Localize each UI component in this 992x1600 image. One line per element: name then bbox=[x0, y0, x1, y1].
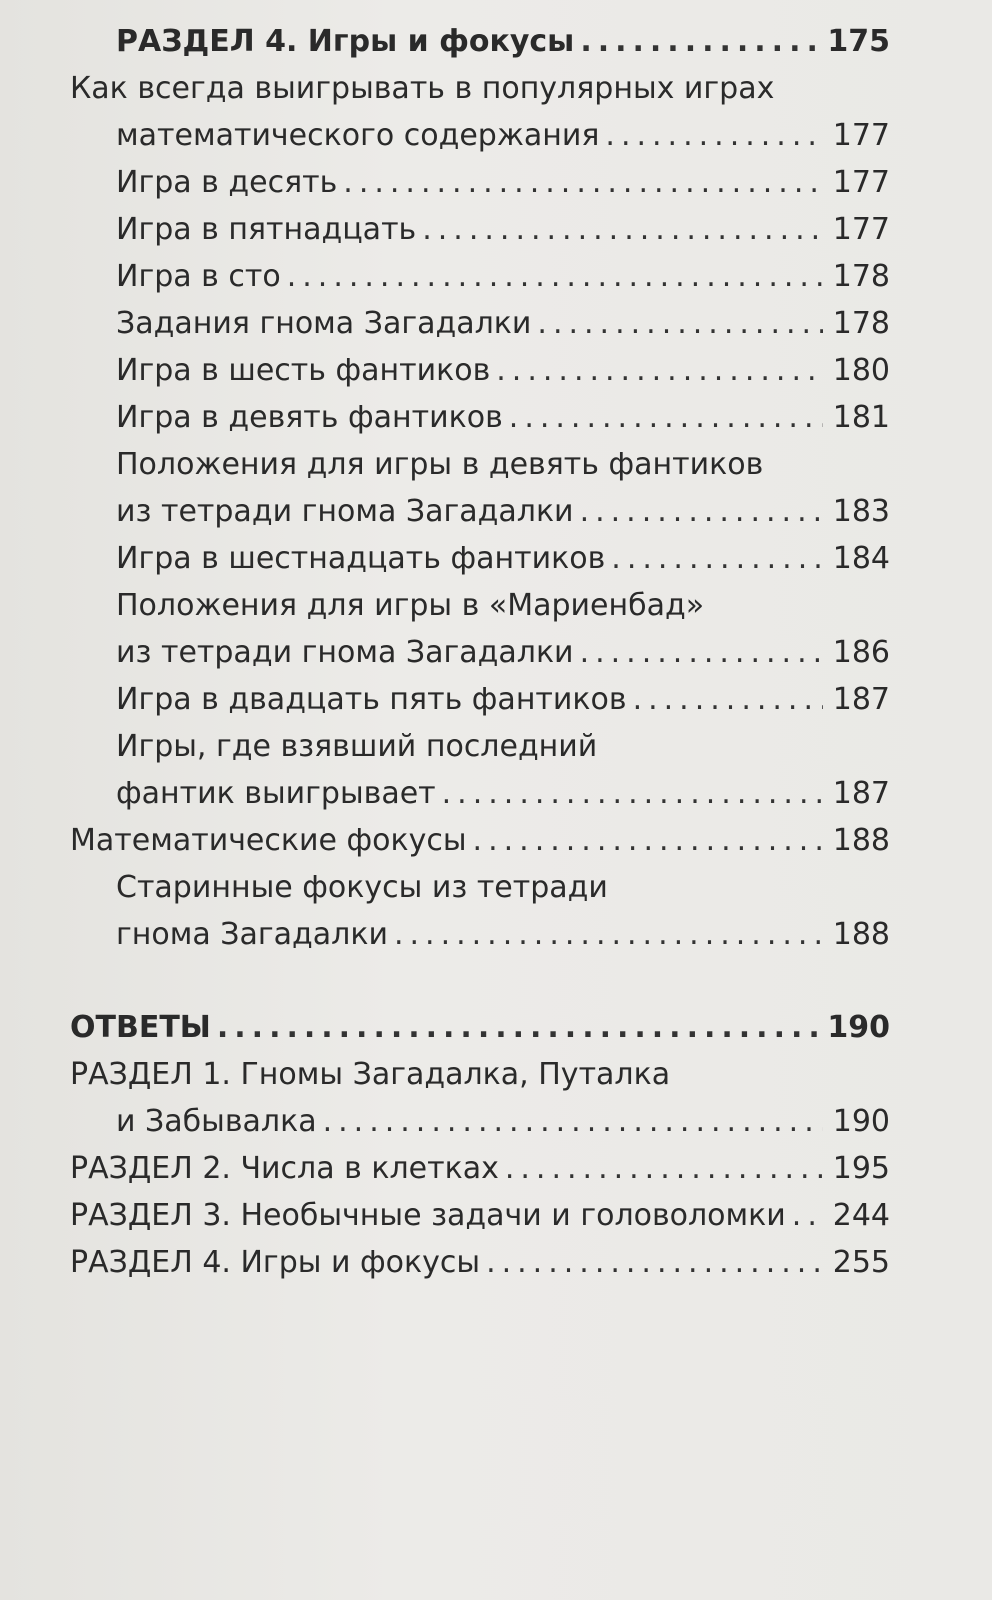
toc-entry-title: РАЗДЕЛ 4. Игры и фокусы bbox=[70, 1245, 481, 1280]
toc-entry bbox=[70, 394, 890, 441]
toc-entry-title: из тетради гнома Загадалки bbox=[116, 635, 574, 670]
toc-entry bbox=[70, 535, 890, 582]
dot-leader bbox=[611, 535, 822, 582]
dot-leader bbox=[323, 1098, 823, 1145]
dot-leader bbox=[394, 911, 823, 958]
toc-entry bbox=[70, 864, 890, 911]
dot-leader bbox=[580, 488, 823, 535]
toc-entry-page-number: 175 bbox=[827, 24, 890, 59]
toc-entry-title: Игра в десять bbox=[116, 165, 338, 200]
toc-entry bbox=[70, 300, 890, 347]
toc-entry-page-number: 188 bbox=[832, 823, 890, 858]
toc-entry bbox=[70, 911, 890, 958]
dot-leader bbox=[580, 18, 817, 65]
toc-entry bbox=[70, 65, 890, 112]
toc-entry-page-number: 183 bbox=[832, 494, 890, 529]
toc-entry bbox=[70, 347, 890, 394]
toc-entry-title: Как всегда выигрывать в популярных играх bbox=[70, 71, 775, 106]
toc-entry-title: фантик выигрывает bbox=[116, 776, 436, 811]
toc-entry-page-number: 178 bbox=[832, 306, 890, 341]
toc-entry bbox=[70, 488, 890, 535]
toc-entry-page-number: 190 bbox=[827, 1010, 890, 1045]
toc-entry-title: Старинные фокусы из тетради bbox=[116, 870, 608, 905]
toc-entry bbox=[70, 253, 890, 300]
toc-entry-title: РАЗДЕЛ 1. Гномы Загадалка, Путалка bbox=[70, 1057, 671, 1092]
toc-entry bbox=[70, 112, 890, 159]
toc-entry-page-number: 187 bbox=[832, 682, 890, 717]
toc-entry-page-number: 186 bbox=[832, 635, 890, 670]
dot-leader bbox=[633, 676, 823, 723]
toc-entry-title: из тетради гнома Загадалки bbox=[116, 494, 574, 529]
toc-entry-page-number: 184 bbox=[832, 541, 890, 576]
toc-entry bbox=[70, 441, 890, 488]
toc-entry-page-number: 195 bbox=[832, 1151, 890, 1186]
dot-leader bbox=[537, 300, 822, 347]
dot-leader bbox=[580, 629, 823, 676]
toc-entry bbox=[70, 1098, 890, 1145]
toc-entry bbox=[70, 582, 890, 629]
toc-entry bbox=[70, 206, 890, 253]
table-of-contents bbox=[70, 18, 890, 1286]
toc-entry-page-number: 188 bbox=[832, 917, 890, 952]
toc-entry-title: Игра в пятнадцать bbox=[116, 212, 417, 247]
dot-leader bbox=[496, 347, 822, 394]
toc-entry bbox=[70, 1004, 890, 1051]
toc-entry-title: Игра в двадцать пять фантиков bbox=[116, 682, 627, 717]
dot-leader bbox=[287, 253, 823, 300]
toc-entry-title: Положения для игры в девять фантиков bbox=[116, 447, 764, 482]
toc-entry-page-number: 177 bbox=[832, 212, 890, 247]
toc-entry-title: Математические фокусы bbox=[70, 823, 467, 858]
toc-entry-title: математического содержания bbox=[116, 118, 600, 153]
toc-entry-title: ОТВЕТЫ bbox=[70, 1010, 211, 1045]
toc-entry-page-number: 177 bbox=[832, 165, 890, 200]
toc-entry-title: и Забывалка bbox=[116, 1104, 317, 1139]
toc-entry-title: Игра в девять фантиков bbox=[116, 400, 503, 435]
dot-leader bbox=[343, 159, 822, 206]
dot-leader bbox=[217, 1004, 818, 1051]
toc-entry-title: Положения для игры в «Мариенбад» bbox=[116, 588, 705, 623]
toc-entry bbox=[70, 770, 890, 817]
dot-leader bbox=[442, 770, 823, 817]
toc-entry bbox=[70, 18, 890, 65]
toc-entry-title: Игра в сто bbox=[116, 259, 281, 294]
dot-leader bbox=[505, 1145, 823, 1192]
toc-entry bbox=[70, 1145, 890, 1192]
toc-entry-page-number: 190 bbox=[832, 1104, 890, 1139]
toc-entry-title: Игра в шестнадцать фантиков bbox=[116, 541, 606, 576]
toc-entry-page-number: 181 bbox=[832, 400, 890, 435]
toc-entry-page-number: 177 bbox=[832, 118, 890, 153]
toc-entry-title: Задания гнома Загадалки bbox=[116, 306, 532, 341]
toc-entry-title: Игра в шесть фантиков bbox=[116, 353, 491, 388]
toc-entry-title: РАЗДЕЛ 2. Числа в клетках bbox=[70, 1151, 499, 1186]
toc-entry-title: Игры, где взявший последний bbox=[116, 729, 598, 764]
toc-entry bbox=[70, 1239, 890, 1286]
dot-leader bbox=[605, 112, 822, 159]
toc-entry-page-number: 178 bbox=[832, 259, 890, 294]
toc-entry bbox=[70, 817, 890, 864]
dot-leader bbox=[486, 1239, 823, 1286]
dot-leader bbox=[509, 394, 823, 441]
toc-entry bbox=[70, 676, 890, 723]
toc-entry-page-number: 180 bbox=[832, 353, 890, 388]
dot-leader bbox=[792, 1192, 823, 1239]
toc-entry-page-number: 187 bbox=[832, 776, 890, 811]
toc-entry-title: РАЗДЕЛ 4. Игры и фокусы bbox=[116, 24, 575, 59]
toc-entry-title: гнома Загадалки bbox=[116, 917, 388, 952]
toc-entry bbox=[70, 723, 890, 770]
toc-entry-page-number: 255 bbox=[832, 1245, 890, 1280]
toc-entry bbox=[70, 159, 890, 206]
toc-entry bbox=[70, 1192, 890, 1239]
toc-entry bbox=[70, 1051, 890, 1098]
toc-entry-page-number: 244 bbox=[832, 1198, 890, 1233]
toc-entry-title: РАЗДЕЛ 3. Необычные задачи и головоломки bbox=[70, 1198, 786, 1233]
toc-entry bbox=[70, 629, 890, 676]
dot-leader bbox=[422, 206, 823, 253]
dot-leader bbox=[473, 817, 823, 864]
